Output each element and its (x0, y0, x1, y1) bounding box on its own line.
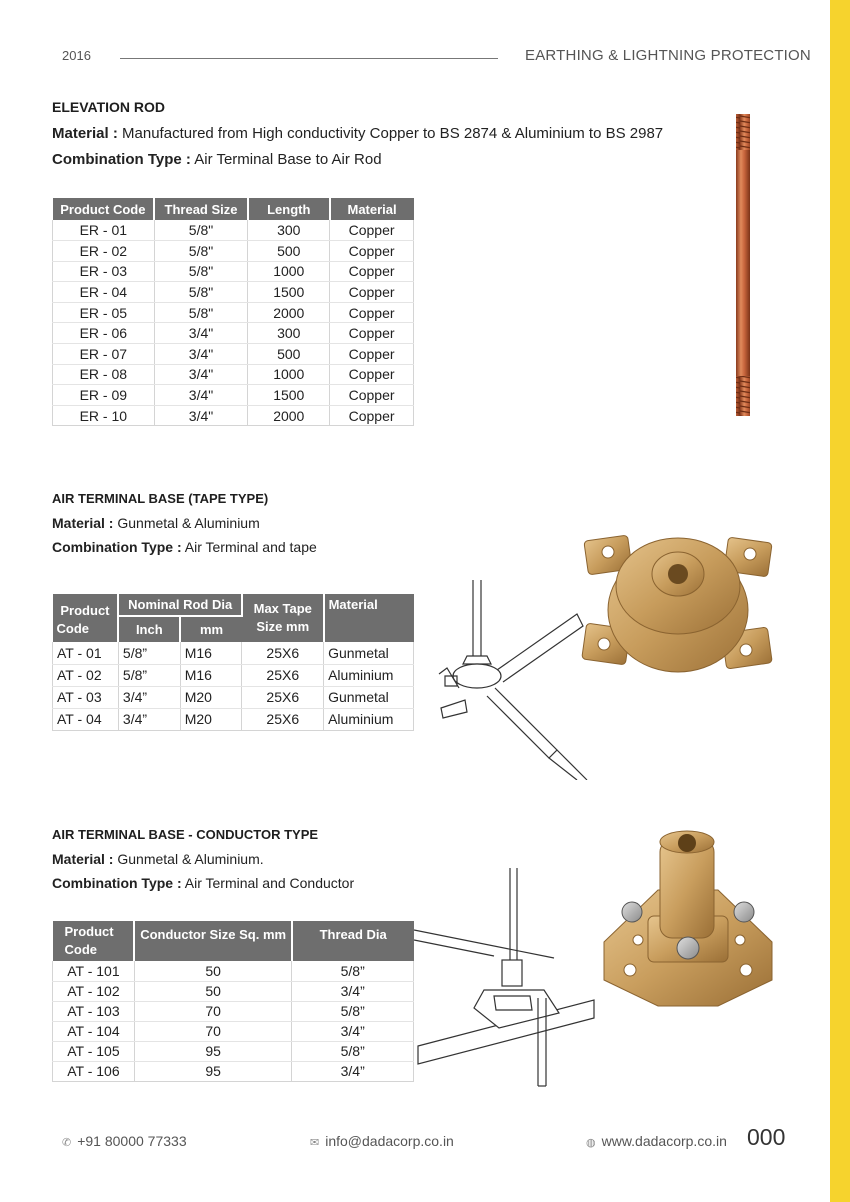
table-cell: 5/8” (118, 664, 180, 686)
col-material: Material (330, 198, 414, 220)
table-cell: Copper (330, 282, 414, 303)
table-row (53, 708, 414, 730)
material-label: Material : (52, 125, 118, 142)
material-value: Manufactured from High conductivity Copper to BS 2874 & Aluminium to BS 2987 (122, 125, 664, 142)
table-cell: ER - 05 (53, 302, 155, 323)
table-cell: AT - 105 (53, 1041, 135, 1061)
tape-type-material (52, 515, 260, 531)
table-cell: ER - 09 (53, 385, 155, 406)
table-row (53, 323, 414, 344)
table-row (53, 405, 414, 426)
col-tape-line2: Size mm (256, 619, 310, 634)
conductor-type-material (52, 851, 264, 867)
tape-type-combination (52, 539, 317, 555)
table-cell: 50 (134, 981, 292, 1001)
material-label: Material : (52, 851, 114, 867)
table-cell: ER - 07 (53, 344, 155, 365)
col-mm: mm (180, 616, 242, 642)
table-cell: ER - 10 (53, 405, 155, 426)
col-product-line2: Code (64, 942, 97, 957)
col-length: Length (248, 198, 330, 220)
table-cell: 300 (248, 220, 330, 241)
table-cell: ER - 04 (53, 282, 155, 303)
conductor-base-product-image (598, 830, 778, 1010)
table-row (53, 302, 414, 323)
table-cell: 25X6 (242, 664, 324, 686)
table-cell: ER - 02 (53, 241, 155, 262)
table-cell: 5/8” (292, 961, 414, 981)
table-row (53, 220, 414, 241)
table-cell: 25X6 (242, 708, 324, 730)
table-cell: ER - 03 (53, 261, 155, 282)
combination-label: Combination Type : (52, 539, 182, 555)
table-row (53, 1061, 414, 1081)
table-cell: 5/8" (154, 220, 248, 241)
conductor-type-title: AIR TERMINAL BASE - CONDUCTOR TYPE (52, 827, 319, 842)
elevation-rod-title: ELEVATION ROD (52, 99, 166, 115)
footer-website (586, 1133, 727, 1149)
table-cell: 50 (134, 961, 292, 981)
header-title: EARTHING & LIGHTNING PROTECTION (525, 47, 811, 64)
table-cell: 3/4" (154, 364, 248, 385)
table-cell: AT - 102 (53, 981, 135, 1001)
table-cell: Copper (330, 364, 414, 385)
table-header-row (53, 198, 414, 220)
page-number: 000 (747, 1124, 786, 1150)
tape-type-table (52, 594, 414, 731)
table-cell: 300 (248, 323, 330, 344)
table-cell: 95 (134, 1061, 292, 1081)
globe-icon: ◍ (586, 1137, 596, 1149)
footer-phone (62, 1133, 187, 1149)
phone-text: +91 80000 77333 (77, 1133, 187, 1149)
table-cell: ER - 06 (53, 323, 155, 344)
table-cell: 3/4" (154, 385, 248, 406)
table-cell: 1500 (248, 282, 330, 303)
table-cell: AT - 02 (53, 664, 119, 686)
combination-label: Combination Type : (52, 151, 191, 168)
table-cell: AT - 106 (53, 1061, 135, 1081)
combination-value: Air Terminal and tape (184, 539, 317, 555)
table-row (53, 282, 414, 303)
elevation-rod-material (52, 125, 663, 142)
table-row (53, 1001, 414, 1021)
material-value: Gunmetal & Aluminium. (117, 851, 264, 867)
table-cell: M16 (180, 642, 242, 664)
table-cell: 1000 (248, 261, 330, 282)
table-row (53, 261, 414, 282)
table-row (53, 642, 414, 664)
material-label: Material : (52, 515, 114, 531)
combination-value: Air Terminal and Conductor (184, 875, 355, 891)
table-cell: Copper (330, 385, 414, 406)
copper-rod-image (728, 110, 758, 420)
table-cell: 5/8" (154, 282, 248, 303)
col-inch: Inch (118, 616, 180, 642)
table-row (53, 1021, 414, 1041)
table-cell: M20 (180, 686, 242, 708)
combination-label: Combination Type : (52, 875, 182, 891)
tape-type-title: AIR TERMINAL BASE (TAPE TYPE) (52, 491, 269, 506)
table-cell: Copper (330, 405, 414, 426)
table-cell: Gunmetal (324, 686, 414, 708)
table-row (53, 981, 414, 1001)
table-row (53, 961, 414, 981)
table-cell: AT - 104 (53, 1021, 135, 1041)
elevation-rod-table (52, 198, 414, 426)
table-cell: Aluminium (324, 708, 414, 730)
table-cell: 1500 (248, 385, 330, 406)
tape-base-product-image (578, 530, 778, 695)
col-product-line1: Product (60, 603, 110, 618)
table-row (53, 1041, 414, 1061)
table-header-row (53, 594, 414, 616)
col-thread-dia: Thread Dia (292, 921, 414, 961)
table-cell: Copper (330, 323, 414, 344)
table-cell: AT - 101 (53, 961, 135, 981)
conductor-base-installation-drawing (414, 868, 599, 1088)
table-cell: 3/4” (118, 708, 180, 730)
elevation-rod-combination (52, 151, 382, 168)
table-cell: AT - 04 (53, 708, 119, 730)
footer-email (310, 1133, 454, 1149)
table-cell: 70 (134, 1001, 292, 1021)
conductor-type-combination (52, 875, 354, 891)
table-cell: 5/8" (154, 302, 248, 323)
header-rule (120, 58, 498, 59)
col-thread-size: Thread Size (154, 198, 248, 220)
col-product-line2: Code (56, 621, 89, 636)
accent-strip (830, 0, 850, 1202)
table-row (53, 686, 414, 708)
table-cell: 1000 (248, 364, 330, 385)
table-cell: M20 (180, 708, 242, 730)
col-product-line1: Product (64, 924, 114, 939)
phone-icon: ✆ (62, 1137, 72, 1149)
table-row (53, 385, 414, 406)
table-cell: 3/4" (154, 323, 248, 344)
table-cell: M16 (180, 664, 242, 686)
table-cell: AT - 01 (53, 642, 119, 664)
table-cell: 5/8” (292, 1001, 414, 1021)
table-cell: 5/8" (154, 261, 248, 282)
tape-base-installation-drawing (437, 580, 592, 780)
table-cell: 500 (248, 344, 330, 365)
table-cell: 25X6 (242, 686, 324, 708)
table-row (53, 664, 414, 686)
col-max-tape-size (242, 594, 324, 642)
table-cell: ER - 01 (53, 220, 155, 241)
table-cell: 3/4” (118, 686, 180, 708)
table-cell: 3/4” (292, 981, 414, 1001)
table-cell: 3/4” (292, 1061, 414, 1081)
table-cell: 5/8” (292, 1041, 414, 1061)
table-cell: 2000 (248, 302, 330, 323)
combination-value: Air Terminal Base to Air Rod (194, 151, 382, 168)
table-cell: AT - 03 (53, 686, 119, 708)
email-icon: ✉ (310, 1137, 320, 1149)
col-conductor-size: Conductor Size Sq. mm (134, 921, 292, 961)
table-cell: Copper (330, 302, 414, 323)
table-row (53, 364, 414, 385)
table-cell: 2000 (248, 405, 330, 426)
table-cell: Copper (330, 241, 414, 262)
email-text: info@dadacorp.co.in (325, 1133, 454, 1149)
table-row (53, 344, 414, 365)
col-nominal-rod-dia: Nominal Rod Dia (118, 594, 242, 616)
table-cell: 95 (134, 1041, 292, 1061)
table-cell: Gunmetal (324, 642, 414, 664)
table-cell: 25X6 (242, 642, 324, 664)
table-cell: 5/8" (154, 241, 248, 262)
table-row (53, 241, 414, 262)
table-cell: 500 (248, 241, 330, 262)
conductor-type-table (52, 921, 414, 1082)
col-tape-line1: Max Tape (253, 601, 312, 616)
table-cell: 5/8” (118, 642, 180, 664)
table-cell: 3/4" (154, 344, 248, 365)
col-product-code (53, 921, 135, 961)
material-value: Gunmetal & Aluminium (117, 515, 260, 531)
col-product-code: Product Code (53, 198, 155, 220)
website-text: www.dadacorp.co.in (601, 1133, 727, 1149)
col-product-code (53, 594, 119, 642)
table-cell: Copper (330, 220, 414, 241)
table-cell: 3/4" (154, 405, 248, 426)
table-cell: ER - 08 (53, 364, 155, 385)
table-cell: Copper (330, 344, 414, 365)
table-cell: Copper (330, 261, 414, 282)
table-cell: 3/4” (292, 1021, 414, 1041)
table-cell: Aluminium (324, 664, 414, 686)
header-year: 2016 (62, 48, 91, 63)
table-header-row (53, 921, 414, 961)
table-cell: AT - 103 (53, 1001, 135, 1021)
table-cell: 70 (134, 1021, 292, 1041)
col-material: Material (324, 594, 414, 642)
